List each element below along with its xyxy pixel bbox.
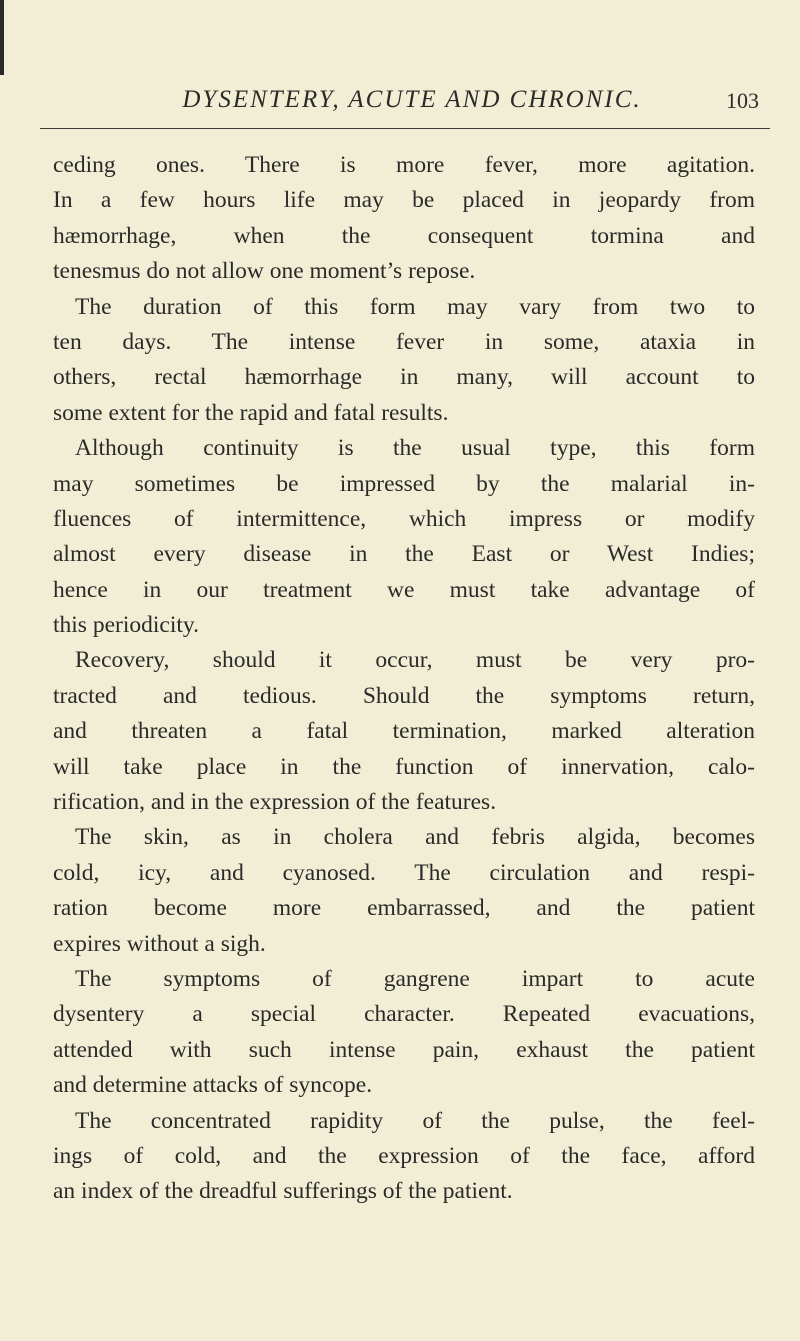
text-line: almost every disease in the East or West Indies; (53, 541, 755, 568)
page-number: 103 (726, 88, 759, 113)
text-line: and determine attacks of syncope. (53, 1072, 373, 1099)
text-line: tracted and tedious. Should the symptoms return, (53, 682, 755, 709)
text-line: The symptoms of gangrene impart to acute (75, 965, 755, 992)
text-line: ings of cold, and the expression of the face, afford (53, 1142, 755, 1169)
running-title: DYSENTERY, ACUTE AND CHRONIC. (182, 86, 642, 113)
text-line: The concentrated rapidity of the pulse, the feel- (75, 1107, 755, 1134)
text-line: Recovery, should it occur, must be very pro- (75, 647, 755, 674)
text-line: dysentery a special character. Repeated evacuations, (53, 1001, 755, 1028)
text-line: cold, icy, and cyanosed. The circulation and respi- (53, 859, 755, 886)
text-line: In a few hours life may be placed in jeopardy from (53, 187, 755, 214)
text-line: The duration of this form may vary from two to (75, 293, 755, 320)
text-line: ten days. The intense fever in some, ataxia in (53, 328, 755, 355)
text-line: ceding ones. There is more fever, more agitation. (53, 152, 755, 178)
text-line: and threaten a fatal termination, marked alteration (53, 718, 755, 745)
text-line: may sometimes be impressed by the malarial in- (53, 470, 755, 497)
text-line: Although continuity is the usual type, this form (75, 435, 755, 462)
header-rule (40, 128, 770, 129)
binding-edge (0, 0, 4, 75)
text-line: ration become more embarrassed, and the patient (53, 895, 755, 922)
text-line: hence in our treatment we must take advantage of (53, 576, 755, 603)
text-line: tenesmus do not allow one moment’s repose. (53, 258, 476, 285)
text-line: others, rectal hæmorrhage in many, will account to (53, 364, 755, 391)
text-line: The skin, as in cholera and febris algida, becomes (75, 824, 755, 851)
text-line: will take place in the function of innervation, calo- (53, 753, 755, 780)
text-line: rification, and in the expression of the features. (53, 789, 497, 816)
text-line: an index of the dreadful sufferings of the patient. (53, 1178, 513, 1205)
text-line: this periodicity. (53, 612, 199, 639)
text-line: fluences of intermittence, which impress or modify (53, 505, 755, 532)
text-line: some extent for the rapid and fatal results. (53, 399, 449, 426)
text-line: expires without a sigh. (53, 930, 266, 957)
body-text (53, 148, 755, 1210)
text-line: hæmorrhage, when the consequent tormina and (53, 222, 755, 249)
text-line: attended with such intense pain, exhaust the patient (53, 1036, 755, 1063)
